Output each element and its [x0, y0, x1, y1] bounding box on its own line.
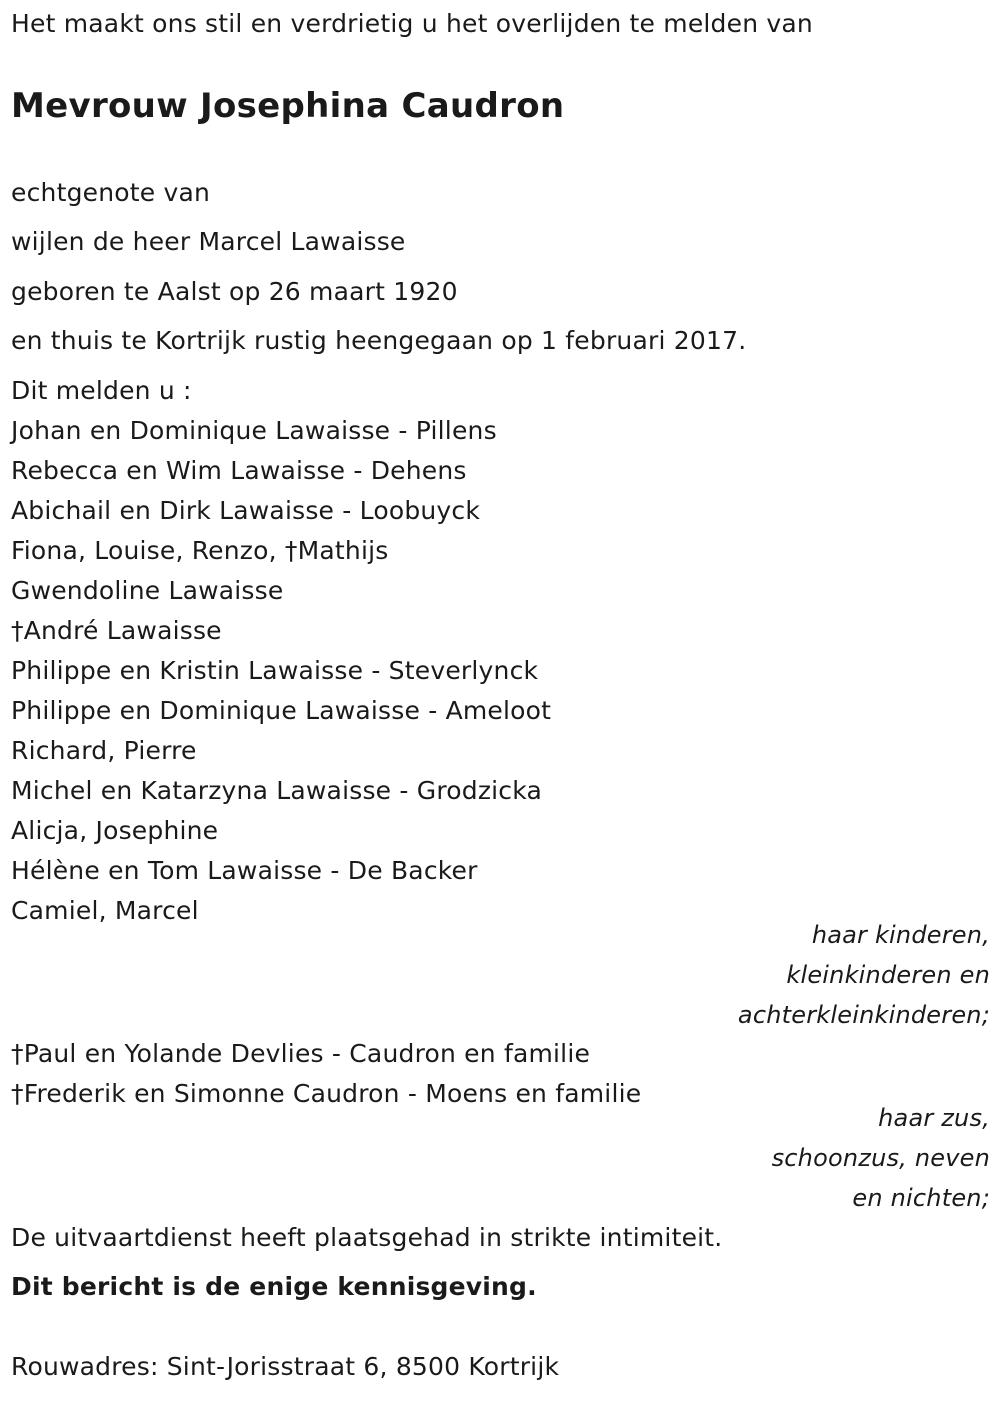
family-line: Johan en Dominique Lawaisse - Pillens [11, 416, 497, 445]
family-line: Philippe en Kristin Lawaisse - Steverlynck [11, 656, 539, 685]
detail-spouse-label: echtgenote van [11, 178, 211, 207]
siblings-role-line: schoonzus, neven [771, 1144, 990, 1172]
detail-birth: geboren te Aalst op 26 maart 1920 [11, 277, 458, 306]
siblings-role-line: haar zus, [878, 1104, 990, 1132]
children-role-line: haar kinderen, [811, 921, 990, 949]
detail-spouse-name: wijlen de heer Marcel Lawaisse [11, 227, 406, 256]
deceased-name: Mevrouw Josephina Caudron [11, 86, 565, 126]
sibling-line: †Paul en Yolande Devlies - Caudron en familie [11, 1039, 591, 1068]
family-line: Richard, Pierre [11, 736, 197, 765]
family-line: Fiona, Louise, Renzo, †Mathijs [11, 536, 389, 565]
notice-statement: Dit bericht is de enige kennisgeving. [11, 1272, 537, 1301]
children-role-line: achterkleinkinderen; [737, 1001, 990, 1029]
family-line: Michel en Katarzyna Lawaisse - Grodzicka [11, 776, 542, 805]
announcers-heading: Dit melden u : [11, 376, 192, 405]
family-line: Camiel, Marcel [11, 896, 199, 925]
children-role-line: kleinkinderen en [786, 961, 990, 989]
siblings-role-line: en nichten; [852, 1184, 990, 1212]
family-line: Rebecca en Wim Lawaisse - Dehens [11, 456, 467, 485]
sibling-line: †Frederik en Simonne Caudron - Moens en familie [11, 1079, 642, 1108]
detail-death: en thuis te Kortrijk rustig heengegaan op 1 februari 2017. [11, 326, 747, 355]
family-line: Gwendoline Lawaisse [11, 576, 284, 605]
family-line: Alicja, Josephine [11, 816, 219, 845]
family-line: Hélène en Tom Lawaisse - De Backer [11, 856, 478, 885]
funeral-statement: De uitvaartdienst heeft plaatsgehad in strikte intimiteit. [11, 1223, 723, 1252]
intro-text: Het maakt ons stil en verdrietig u het overlijden te melden van [11, 9, 813, 38]
family-line: Abichail en Dirk Lawaisse - Loobuyck [11, 496, 481, 525]
mourning-address: Rouwadres: Sint-Jorisstraat 6, 8500 Kortrijk [11, 1352, 560, 1381]
family-line: †André Lawaisse [11, 616, 222, 645]
family-line: Philippe en Dominique Lawaisse - Ameloot [11, 696, 552, 725]
